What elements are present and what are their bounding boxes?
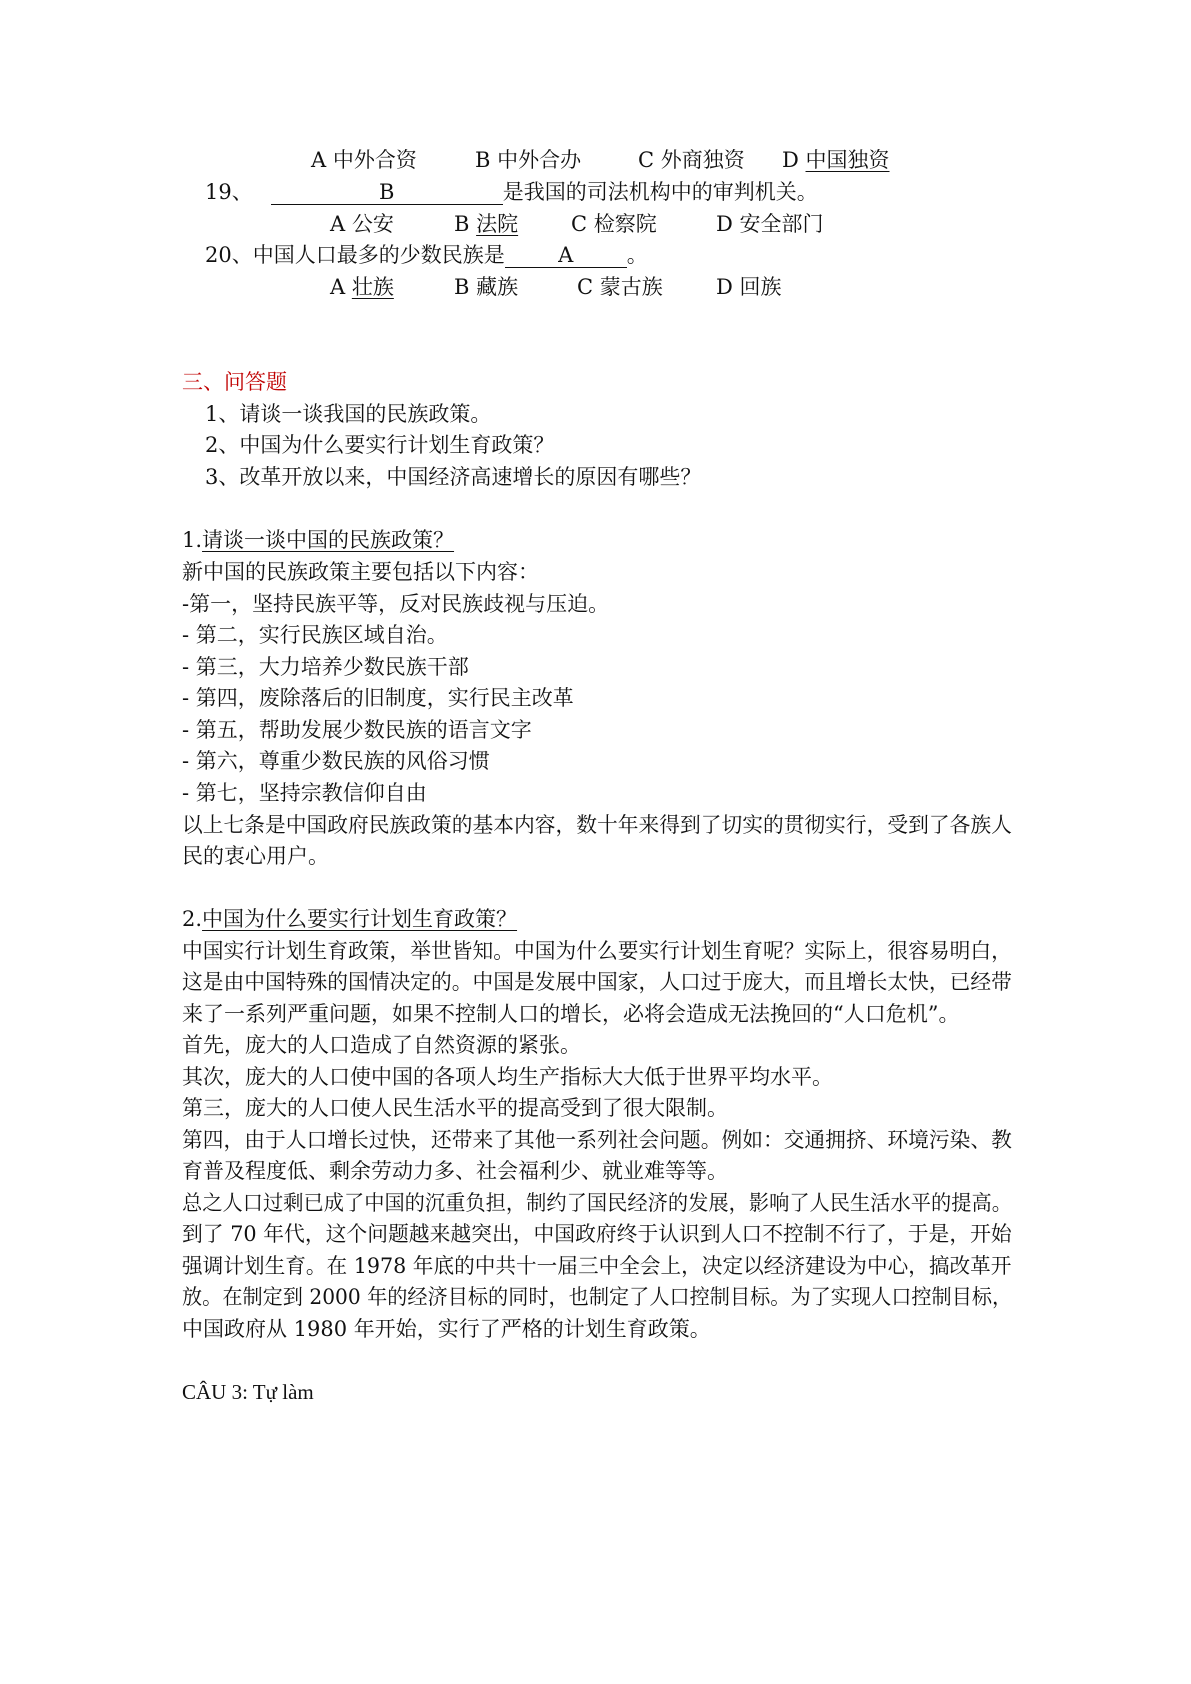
q19-option-a: A 公安 [330, 212, 394, 236]
q20-answer-blank: A [505, 243, 627, 268]
answer1-line: - 第五，帮助发展少数民族的语言文字 [182, 718, 532, 742]
answer2-line: 强调计划生育。在 1978 年底的中共十一届三中全会上，决定以经济建设为中心，搞改革开 [182, 1254, 1012, 1278]
answer2-line: 首先，庞大的人口造成了自然资源的紧张。 [182, 1033, 581, 1057]
q19-number: 19、 [205, 180, 253, 204]
answer2-line: 来了一系列严重问题，如果不控制人口的增长，必将会造成无法挽回的“人口危机”。 [182, 1002, 960, 1026]
answer2-title: 中国为什么要实行计划生育政策？ [202, 907, 518, 931]
q20-option-b: B 藏族 [454, 275, 519, 299]
q20-end: 。 [626, 243, 648, 267]
answer2-line: 中国政府从 1980 年开始，实行了严格的计划生育政策。 [182, 1317, 711, 1341]
answer1-line: - 第六，尊重少数民族的风俗习惯 [182, 749, 490, 773]
answer1-title: 请谈一谈中国的民族政策？ [202, 528, 455, 552]
answer1-line: 新中国的民族政策主要包括以下内容： [182, 560, 539, 584]
q18-option-d [782, 146, 890, 174]
answer1-number: 1. [182, 528, 203, 552]
answer1-line: - 第二，实行民族区域自治。 [182, 623, 448, 647]
answer1-line: - 第四，废除落后的旧制度，实行民主改革 [182, 686, 574, 710]
section3-title: 三、问答题 [182, 370, 287, 394]
q18-option-c: C 外商独资 [638, 148, 745, 172]
q20-line [205, 241, 648, 269]
q19-option-b-prefix: B [454, 212, 477, 236]
q19-answer-blank: B [271, 180, 503, 205]
q18-option-a: A 中外合资 [311, 148, 417, 172]
section3-question-1: 1、请谈一谈我国的民族政策。 [205, 402, 492, 426]
section3-question-2: 2、中国为什么要实行计划生育政策？ [205, 433, 555, 457]
q19-correct-answer: 法院 [476, 212, 519, 236]
answer1-line: -第一，坚持民族平等，反对民族歧视与压迫。 [182, 592, 610, 616]
q19-option-b [454, 210, 518, 238]
section3-question-3: 3、改革开放以来，中国经济高速增长的原因有哪些？ [205, 465, 702, 489]
q20-option-d: D 回族 [716, 275, 782, 299]
answer2-line: 总之人口过剩已成了中国的沉重负担，制约了国民经济的发展，影响了人民生活水平的提高。 [182, 1191, 1013, 1215]
answer2-number: 2. [182, 907, 203, 931]
answer2-line: 育普及程度低、剩余劳动力多、社会福利少、就业难等等。 [182, 1159, 728, 1183]
answer1-line: 民的衷心用户。 [182, 844, 329, 868]
answer1-line: - 第三，大力培养少数民族干部 [182, 655, 469, 679]
answer1-line: 以上七条是中国政府民族政策的基本内容，数十年来得到了切实的贯彻实行，受到了各族人 [182, 813, 1012, 837]
q19-text: 是我国的司法机构中的审判机关。 [502, 180, 818, 204]
answer2-line: 放。在制定到 2000 年的经济目标的同时，也制定了人口控制目标。为了实现人口控制目标， [182, 1285, 1013, 1309]
q20-text: 20、中国人口最多的少数民族是 [205, 243, 505, 267]
answer2-heading [182, 905, 517, 933]
answer1-heading [182, 526, 454, 554]
q19-line [205, 178, 818, 206]
q20-correct-answer: 壮族 [351, 275, 394, 299]
q19-option-c: C 检察院 [571, 212, 657, 236]
answer3: CÂU 3: Tự làm [182, 1380, 314, 1404]
q20-option-c: C 蒙古族 [577, 275, 663, 299]
answer2-line: 第三，庞大的人口使人民生活水平的提高受到了很大限制。 [182, 1096, 728, 1120]
answer2-line: 第四，由于人口增长过快，还带来了其他一系列社会问题。例如：交通拥挤、环境污染、教 [182, 1128, 1012, 1152]
answer1-line: - 第七，坚持宗教信仰自由 [182, 781, 427, 805]
answer2-line: 其次，庞大的人口使中国的各项人均生产指标大大低于世界平均水平。 [182, 1065, 833, 1089]
answer2-line: 中国实行计划生育政策，举世皆知。中国为什么要实行计划生育呢？实际上，很容易明白， [182, 939, 1012, 963]
answer2-line: 这是由中国特殊的国情决定的。中国是发展中国家，人口过于庞大，而且增长太快，已经带 [182, 970, 1012, 994]
q18-option-b: B 中外合办 [475, 148, 582, 172]
q19-option-d: D 安全部门 [716, 212, 824, 236]
q18-correct-answer: 中国独资 [805, 148, 890, 172]
q20-option-a-prefix: A [330, 275, 352, 299]
q20-option-a [330, 273, 394, 301]
q18-option-d-prefix: D [782, 148, 806, 172]
answer2-line: 到了 70 年代，这个问题越来越突出，中国政府终于认识到人口不控制不行了，于是，开始 [182, 1222, 1012, 1246]
